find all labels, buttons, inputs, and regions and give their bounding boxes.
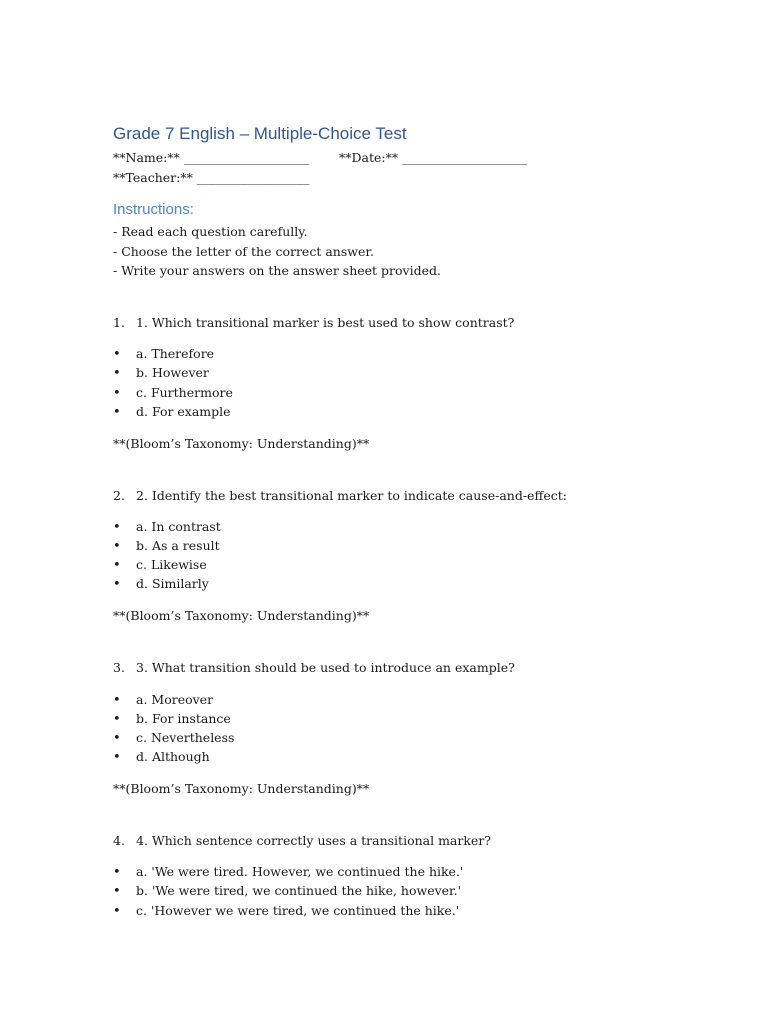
answer-option (113, 519, 221, 535)
question-number: 2. (113, 488, 125, 503)
answer-option (113, 903, 459, 919)
option-text: a. In contrast (136, 519, 221, 534)
answer-option (113, 883, 461, 899)
answer-option (113, 346, 214, 362)
question-number: 3. (113, 660, 125, 675)
bullet-icon: • (113, 884, 121, 899)
option-text: d. For example (136, 404, 231, 419)
name-field: **Name:** ____________________ (113, 150, 309, 165)
answer-option (113, 365, 209, 381)
date-field: **Date:** ____________________ (339, 150, 528, 165)
bullet-icon: • (113, 405, 121, 420)
question-number: 1. (113, 315, 125, 330)
bullet-icon: • (113, 347, 121, 362)
option-text: d. Similarly (136, 576, 209, 591)
document-title: Grade 7 English – Multiple-Choice Test (113, 124, 407, 143)
option-text: c. Likewise (136, 557, 207, 572)
answer-option (113, 864, 463, 880)
option-text: b. For instance (136, 711, 231, 726)
option-text: b. 'We were tired, we continued the hike, however.' (136, 883, 462, 898)
bullet-icon: • (113, 386, 121, 401)
bullet-icon: • (113, 712, 121, 727)
question-2 (113, 488, 567, 503)
option-text: c. Furthermore (136, 385, 233, 400)
answer-option (113, 557, 207, 573)
option-text: b. As a result (136, 538, 220, 553)
bloom-taxonomy-note: **(Bloom’s Taxonomy: Understanding)** (113, 436, 370, 451)
bullet-icon: • (113, 577, 121, 592)
bullet-icon: • (113, 904, 121, 919)
option-text: d. Although (136, 749, 210, 764)
bloom-taxonomy-note: **(Bloom’s Taxonomy: Understanding)** (113, 781, 370, 796)
option-text: a. 'We were tired. However, we continued the hike.' (136, 864, 464, 879)
bloom-taxonomy-note: **(Bloom’s Taxonomy: Understanding)** (113, 608, 370, 623)
option-text: c. Nevertheless (136, 730, 235, 745)
bullet-icon: • (113, 558, 121, 573)
question-3 (113, 660, 515, 675)
question-number: 4. (113, 833, 125, 848)
answer-option (113, 749, 210, 765)
bullet-icon: • (113, 750, 121, 765)
answer-option (113, 692, 213, 708)
option-text: a. Therefore (136, 346, 215, 361)
bullet-icon: • (113, 731, 121, 746)
bullet-icon: • (113, 366, 121, 381)
answer-option (113, 711, 231, 727)
question-1 (113, 315, 514, 330)
bullet-icon: • (113, 520, 121, 535)
instructions-heading: Instructions: (113, 201, 194, 218)
instruction-line: - Choose the letter of the correct answer. (113, 244, 374, 259)
question-4 (113, 833, 491, 848)
teacher-field: **Teacher:** __________________ (113, 170, 310, 185)
bullet-icon: • (113, 865, 121, 880)
option-text: c. 'However we were tired, we continued the hike.' (136, 903, 460, 918)
answer-option (113, 576, 209, 592)
bullet-icon: • (113, 539, 121, 554)
instruction-line: - Read each question carefully. (113, 224, 308, 239)
answer-option (113, 404, 231, 420)
question-text: 2. Identify the best transitional marker to indicate cause-and-effect: (136, 488, 567, 503)
answer-option (113, 730, 234, 746)
option-text: a. Moreover (136, 692, 214, 707)
answer-option (113, 385, 233, 401)
question-text: 3. What transition should be used to introduce an example? (136, 660, 515, 675)
option-text: b. However (136, 365, 209, 380)
instruction-line: - Write your answers on the answer sheet provided. (113, 263, 441, 278)
question-text: 1. Which transitional marker is best used to show contrast? (136, 315, 515, 330)
question-text: 4. Which sentence correctly uses a transitional marker? (136, 833, 491, 848)
bullet-icon: • (113, 693, 121, 708)
answer-option (113, 538, 220, 554)
